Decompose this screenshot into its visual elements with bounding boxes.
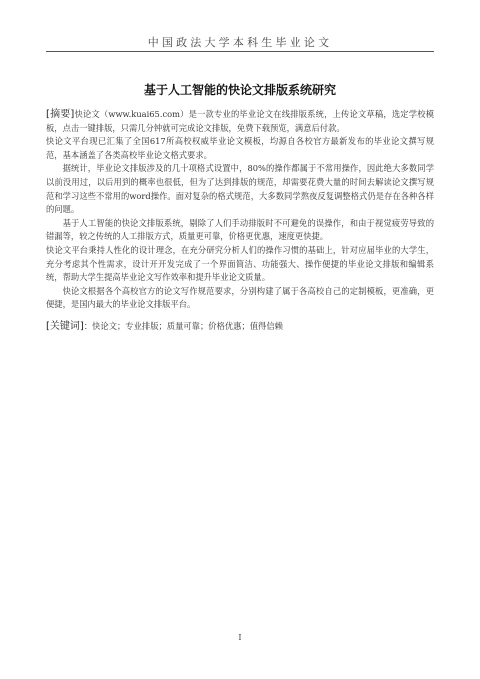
keywords-label: [关键词] xyxy=(46,320,84,332)
running-header: 中国政法大学本科生毕业论文 xyxy=(147,36,333,49)
abstract-paragraph: 据统计，毕业论文排版涉及的几十项格式设置中，80%的操作都属于不常用操作，因此绝大多数同学以前没用过，以后用到的概率也很低，但为了达到排版的规范，却需要花费大量的时间去解读论文撰写规范和学习这些不常用的word操作。面对复杂的格式规范，大多数同学熬夜反复调整格式仍是存在各种各样的问题。 xyxy=(46,163,434,215)
keywords-line xyxy=(46,320,434,334)
header-rule xyxy=(46,51,434,52)
abstract-paragraph: 基于人工智能的快论文排版系统，剔除了人们手动排版时不可避免的误操作，和由于视觉疲劳导致的错漏等，较之传统的人工排版方式，质量更可靠，价格更优惠，速度更快捷。 xyxy=(46,217,434,242)
page-number: I xyxy=(238,633,242,642)
keywords-text: ：快论文；专业排版；质量可靠；价格优惠；值得信赖 xyxy=(83,320,283,331)
abstract-paragraph: 快论文平台秉持人性化的设计理念，在充分研究分析人们的操作习惯的基础上，针对应届毕业的大学生，充分考虑其个性需求，设计开开发完成了一个界面简洁、功能强大、操作便捷的毕业论文排版和编辑系统，帮助大学生提高毕业论文写作效率和提升毕业论文质量。 xyxy=(46,244,434,283)
abstract-section xyxy=(46,108,434,334)
abstract-paragraph: 快论文根据各个高校官方的论文写作规范要求，分别构建了属于各高校自己的定制模板，更准确，更便捷，是国内最大的毕业论文排版平台。 xyxy=(46,285,434,310)
abstract-first-paragraph xyxy=(46,108,434,135)
abstract-first-text: 快论文（www.kuai65.com）是一款专业的毕业论文在线排版系统，上传论文草稿，选定学校模板，点击一键排版，只需几分钟就可完成论文排版，免费下载预览，满意后付款。 xyxy=(46,109,434,133)
abstract-paragraph: 快论文平台现已汇集了全国617所高校权威毕业论文模板，均源自各校官方最新发布的毕业论文撰写规范，基本涵盖了各类高校毕业论文格式要求。 xyxy=(46,136,434,160)
abstract-label: [摘要] xyxy=(46,109,75,120)
paper-title: 基于人工智能的快论文排版系统研究 xyxy=(143,83,336,97)
